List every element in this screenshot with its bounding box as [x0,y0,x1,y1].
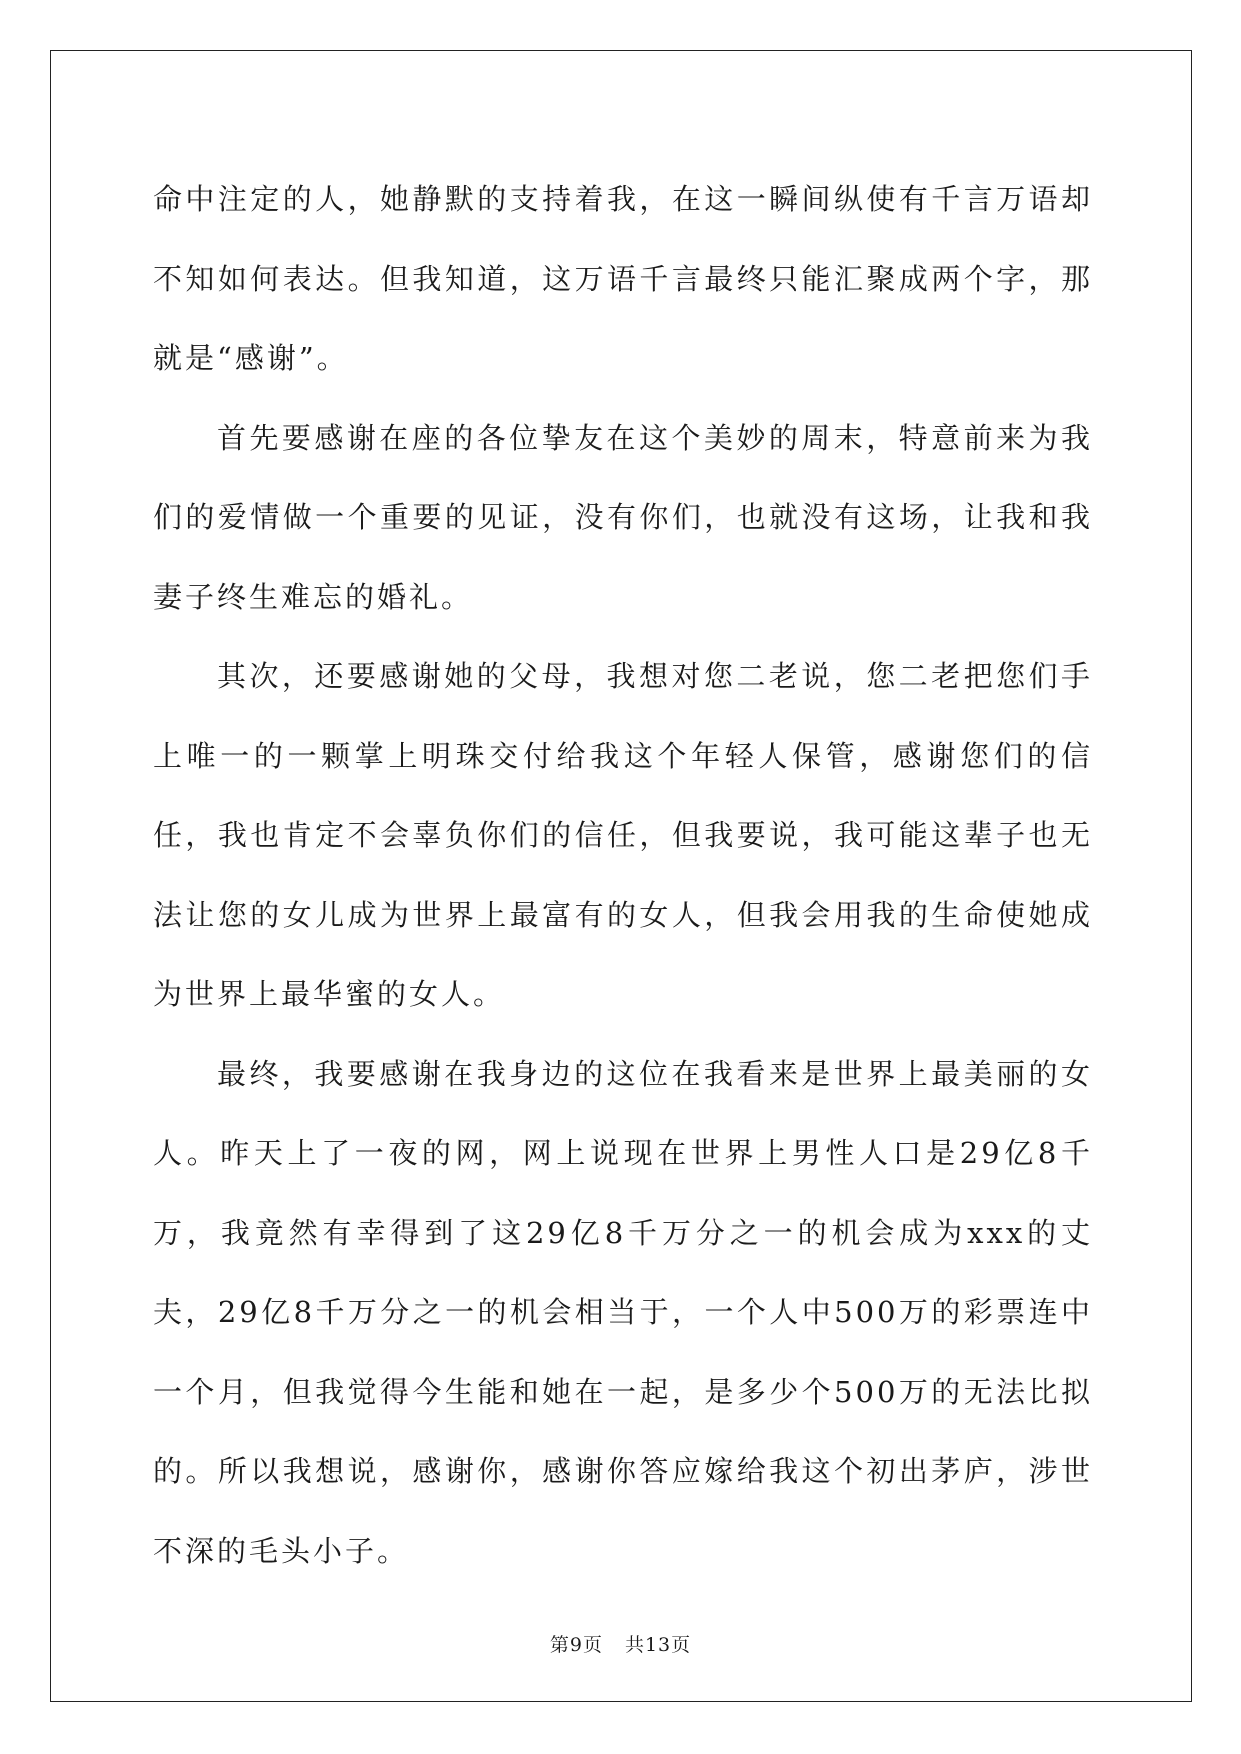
paragraph-1: 命中注定的人，她静默的支持着我，在这一瞬间纵使有千言万语却不知如何表达。但我知道，这万语千言最终只能汇聚成两个字，那就是“感谢”。 [153,182,1093,375]
page-footer [0,1633,1241,1657]
document-body [153,160,1093,1591]
page-number: 第9页 [549,1634,603,1656]
paragraph-2: 首先要感谢在座的各位挚友在这个美妙的周末，特意前来为我们的爱情做一个重要的见证，没有你们，也就没有这场，让我和我妻子终生难忘的婚礼。 [153,420,1093,614]
paragraph-3: 其次，还要感谢她的父母，我想对您二老说，您二老把您们手上唯一的一颗掌上明珠交付给我这个年轻人保管，感谢您们的信任，我也肯定不会辜负你们的信任，但我要说，我可能这辈子也无法让您的女儿成为世界上最富有的女人，但我会用我的生命使她成为世界上最华蜜的女人。 [153,659,1093,1011]
page-total: 共13页 [624,1634,692,1656]
paragraph-4: 最终，我要感谢在我身边的这位在我看来是世界上最美丽的女人。昨天上了一夜的网，网上说现在世界上男性人口是29亿8千万，我竟然有幸得到了这29亿8千万分之一的机会成为xxx的丈夫，29亿8千万分之一的机会相当于，一个人中500万的彩票连中一个月，但我觉得今生能和她在一起，是多少个500万的无法比拟的。所以我想说，感谢你，感谢你答应嫁给我这个初出茅庐，涉世不深的毛头小子。 [153,1056,1093,1568]
